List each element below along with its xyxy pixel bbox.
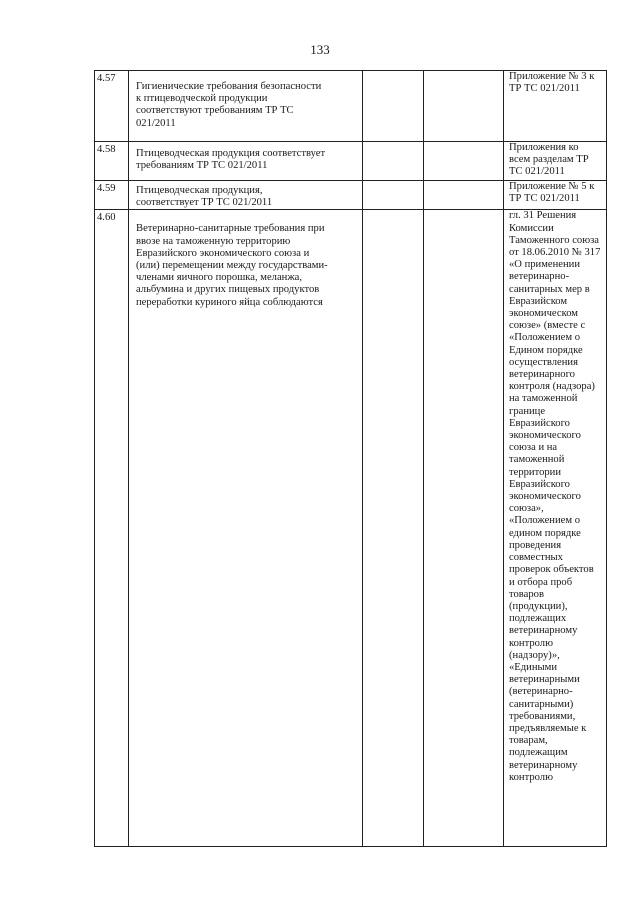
reference-line: ветеринарно-	[509, 271, 570, 283]
requirement-line: к птицеводческой продукции	[136, 93, 268, 105]
reference-line: (ветеринарно-	[509, 686, 573, 698]
reference-line: ТР ТС 021/2011	[509, 193, 580, 205]
row-number: 4.59	[97, 183, 116, 194]
reference-line: Таможенного союза	[509, 234, 599, 246]
row-number-cell	[95, 210, 129, 847]
requirement-line: 021/2011	[136, 117, 176, 129]
reference-line: контроля (надзора)	[509, 381, 595, 393]
empty-cell	[363, 142, 424, 181]
reference-line: экономическом	[509, 308, 578, 320]
reference-line: контролю	[509, 771, 553, 783]
reference-cell	[504, 142, 607, 181]
page-number: 133	[310, 42, 330, 57]
reference-line: союзе» (вместе с	[509, 320, 586, 332]
table-row	[95, 142, 607, 181]
reference-line: «Положением о	[509, 515, 580, 527]
reference-line: санитарных мер в	[509, 283, 590, 295]
row-number: 4.60	[97, 212, 116, 224]
reference-line: проверок объектов	[509, 564, 594, 576]
reference-cell	[504, 181, 607, 210]
row-number-cell	[95, 181, 129, 210]
empty-cell	[424, 181, 504, 210]
reference-line: ветеринарного	[509, 369, 575, 381]
reference-line: едином порядке	[509, 527, 581, 539]
reference-line: от 18.06.2010 № 317	[509, 247, 601, 259]
checklist-table	[94, 70, 607, 847]
requirement-line: (или) перемещении между государствами-	[136, 260, 328, 272]
reference-line: ТР ТС 021/2011	[509, 83, 580, 95]
requirement-cell	[129, 181, 363, 210]
empty-cell	[363, 210, 424, 847]
reference-line: «О применении	[509, 259, 581, 271]
reference-line: санитарными)	[509, 698, 574, 710]
reference-line: требованиями,	[509, 710, 576, 722]
requirement-line: Ветеринарно-санитарные требования при	[136, 223, 325, 235]
table-row	[95, 210, 607, 847]
requirement-cell	[129, 210, 363, 847]
reference-line: (надзору)»,	[509, 649, 560, 661]
reference-line: ветеринарными	[509, 674, 580, 686]
reference-line: предъявляемые к	[509, 722, 587, 734]
reference-line: Едином порядке	[509, 344, 583, 356]
table-row	[95, 181, 607, 210]
reference-line: Евразийском	[509, 295, 568, 307]
requirement-line: альбумина и других пищевых продуктов	[136, 284, 320, 296]
reference-line: подлежащих	[509, 613, 567, 625]
reference-cell	[504, 210, 607, 847]
reference-line: осуществления	[509, 356, 578, 368]
reference-line: границе	[509, 405, 546, 417]
reference-line: ТС 021/2011	[509, 166, 565, 178]
requirement-line: Птицеводческая продукция,	[136, 185, 263, 196]
requirement-line: Птицеводческая продукция соответствует	[136, 148, 326, 159]
reference-line: ветеринарному	[509, 625, 578, 637]
reference-line: «Положением о	[509, 332, 580, 344]
requirement-line: переработки куриного яйца соблюдаются	[136, 296, 323, 308]
reference-line: (продукции),	[509, 600, 568, 612]
empty-cell	[424, 71, 504, 142]
row-number: 4.58	[97, 144, 116, 155]
requirement-line: членами яичного порошка, меланжа,	[136, 272, 303, 284]
reference-line: экономического	[509, 491, 581, 503]
requirement-line: соответствует ТР ТС 021/2011	[136, 197, 273, 209]
reference-line: «Едиными	[509, 661, 557, 673]
table-row	[95, 71, 607, 142]
requirement-line: Гигиенические требования безопасности	[136, 81, 322, 92]
reference-line: ветеринарному	[509, 759, 578, 771]
reference-line: Комиссии	[509, 222, 554, 234]
reference-line: Приложение № 3 к	[509, 71, 595, 82]
requirement-line: соответствуют требованиям ТР ТС	[136, 105, 294, 117]
empty-cell	[424, 210, 504, 847]
reference-line: Приложение № 5 к	[509, 181, 595, 192]
reference-line: союза»,	[509, 503, 544, 515]
row-number-cell	[95, 142, 129, 181]
requirement-line: Евразийского экономического союза и	[136, 247, 310, 259]
row-number-cell	[95, 71, 129, 142]
reference-line: Приложения ко	[509, 142, 579, 153]
reference-line: на таможенной	[509, 393, 578, 405]
requirement-cell	[129, 142, 363, 181]
reference-line: проведения	[509, 539, 562, 551]
reference-line: Евразийского	[509, 478, 570, 490]
requirement-line: требованиям ТР ТС 021/2011	[136, 160, 268, 172]
empty-cell	[363, 71, 424, 142]
requirement-line: ввозе на таможенную территорию	[136, 235, 291, 247]
reference-line: гл. 31 Решения	[509, 210, 577, 222]
row-number: 4.57	[97, 73, 116, 84]
reference-line: подлежащим	[509, 747, 568, 759]
reference-line: экономического	[509, 430, 581, 442]
reference-line: товарам,	[509, 735, 548, 747]
reference-line: таможенной	[509, 454, 565, 466]
reference-line: товаров	[509, 588, 544, 600]
reference-line: союза и на	[509, 442, 558, 454]
reference-line: совместных	[509, 552, 563, 564]
reference-line: и отбора проб	[509, 576, 573, 588]
reference-cell	[504, 71, 607, 142]
empty-cell	[424, 142, 504, 181]
reference-line: территории	[509, 466, 562, 478]
reference-line: Евразийского	[509, 417, 570, 429]
empty-cell	[363, 181, 424, 210]
requirement-cell	[129, 71, 363, 142]
reference-line: контролю	[509, 637, 553, 649]
reference-line: всем разделам ТР	[509, 154, 589, 166]
